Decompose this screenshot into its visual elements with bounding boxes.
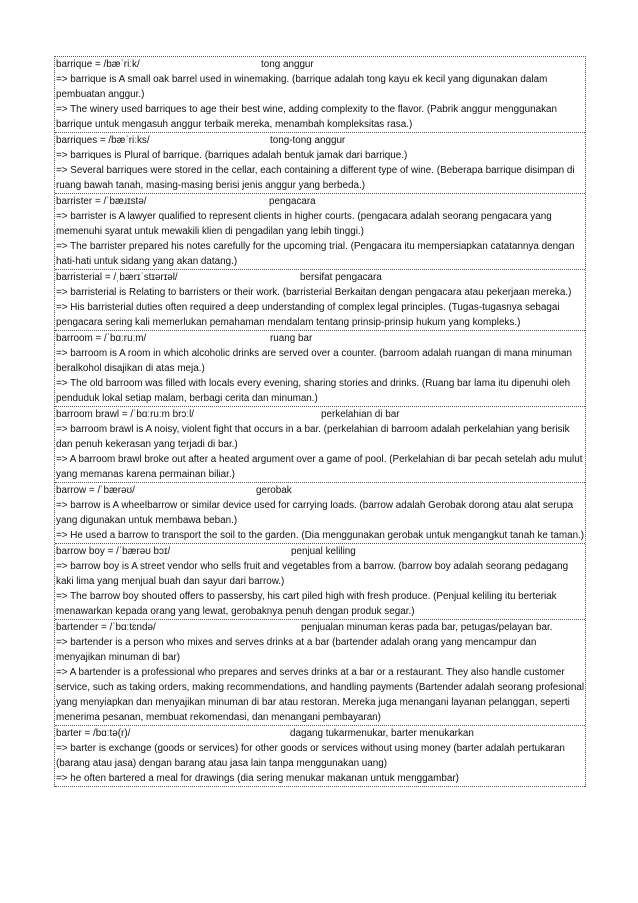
entry-headline [56,331,585,346]
entry-meaning: ruang bar [270,333,313,344]
definition-line: => barroom is A room in which alcoholic drinks are served over a counter. (barroom adalah ruangan di mana minuman beralkohol disajikan di atas meja.) [56,348,572,374]
entry-headline [56,544,585,559]
entry-headline [56,620,585,635]
entry-headline [56,194,585,209]
entry-term: barristerial = /ˌbærɪˈstɪərɪəl/ [56,272,178,283]
entry-meaning: tong anggur [261,59,314,70]
entry-term: barrow boy = /ˈbærəʊ bɔɪ/ [56,546,171,557]
entry-term: barrow = /ˈbærəʊ/ [56,485,135,496]
entry-barrister [55,194,585,270]
entry-meaning: dagang tukarmenukar, barter menukarkan [290,728,474,739]
definition-line: => barrique is A small oak barrel used in winemaking. (barrique adalah tong kayu ek kecil yang digunakan dalam pembuatan anggur.) [56,74,548,100]
example-line: => The old barroom was filled with locals every evening, sharing stories and drinks. (Ruang bar lama itu dipenuhi oleh penduduk lokal setiap malam, berbagi cerita dan minuman.) [56,378,571,404]
entry-meaning: tong-tong anggur [270,135,346,146]
example-line: => The winery used barriques to age their best wine, adding complexity to the flavor. (Pabrik anggur menggunakan barrique untuk mengasuh anggur terbaik mereka, menambah kompleksitas rasa.) [56,104,557,130]
entry-term: barrister = /ˈbæɹɪstə/ [56,196,147,207]
definition-line: => barrow is A wheelbarrow or similar device used for carrying loads. (barrow adalah Gerobak dorong atau alat serupa yang digunakan untuk membawa beban.) [56,500,574,526]
entry-term: barriques = /bæˈriːks/ [56,135,150,146]
definition-line: => barrow boy is A street vendor who sells fruit and vegetables from a barrow. (barrow boy adalah seorang pedagang kaki lima yang menjual buah dan sayur dari barrow.) [56,561,569,587]
example-line: => His barristerial duties often required a deep understanding of complex legal principles. (Tugas-tugasnya sebagai pengacara sering kali memerlukan pemahaman mendalam tentang prinsip-prinsip hukum yang kompleks.) [56,302,560,328]
definition-line: => bartender is a person who mixes and serves drinks at a bar (bartender adalah orang yang mencampur dan menyajikan minuman di bar) [56,637,537,663]
entry-barrow [55,483,585,544]
entry-term: barter = /bɑːtə(r)/ [56,728,131,739]
entry-headline [56,270,585,285]
entry-barroom-brawl [55,407,585,483]
entry-meaning: bersifat pengacara [300,272,382,283]
example-line: => A bartender is a professional who prepares and serves drinks at a bar or a restaurant. They also handle customer service, such as taking orders, making recommendations, and handling payments (Bartender adalah seorang profesional yang menyiapkan dan menyajikan minuman di bar atau restoran. Mereka juga menangani layanan pelanggan, seperti menerima pesanan, membuat rekomendasi, dan menangani pembayaran) [56,667,585,723]
entry-meaning: pengacara [269,196,316,207]
example-line: => Several barriques were stored in the cellar, each containing a different type of wine. (Beberapa barrique disimpan di ruang bawah tanah, masing-masing berisi jenis anggur yang berbeda.) [56,165,575,191]
entry-meaning: gerobak [256,485,292,496]
entry-term: bartender = /ˈbɑːtɛndə/ [56,622,156,633]
entry-bartender [55,620,585,726]
entry-meaning: penjualan minuman keras pada bar, petugas/pelayan bar. [301,622,553,633]
entry-barroom [55,331,585,407]
example-line: => The barrow boy shouted offers to passersby, his cart piled high with fresh produce. (Penjual keliling itu berteriak menawarkan kepada orang yang lewat, gerobaknya penuh dengan produk segar.) [56,591,557,617]
entry-meaning: perkelahian di bar [321,409,400,420]
definition-line: => barter is exchange (goods or services) for other goods or services without using money (barter adalah pertukaran (barang atau jasa) dengan barang atau jasa lain tanpa menggunakan uang) [56,743,565,769]
entry-headline [56,133,585,148]
entry-barter [55,726,585,787]
entry-meaning: penjual keliling [291,546,356,557]
definition-line: => barristerial is Relating to barristers or their work. (barristerial Berkaitan dengan pengacara atau pekerjaan mereka.) [56,287,572,298]
entry-headline [56,57,585,72]
entry-barrique [55,57,585,133]
definition-line: => barrister is A lawyer qualified to represent clients in higher courts. (pengacara adalah seorang pengacara yang memenuhi syarat untuk mewakili klien di pengadilan yang lebih tinggi.) [56,211,552,237]
entry-term: barroom = /ˈbɑːruːm/ [56,333,147,344]
entry-barrow-boy [55,544,585,620]
entry-headline [56,726,585,741]
example-line: => The barrister prepared his notes carefully for the upcoming trial. (Pengacara itu mempersiapkan catatannya dengan hati-hati untuk sidang yang akan datang.) [56,241,575,267]
entry-barristerial [55,270,585,331]
entry-term: barroom brawl = /ˈbɑːruːm brɔːl/ [56,409,195,420]
entry-headline [56,483,585,498]
entry-headline [56,407,585,422]
vocabulary-sheet [54,56,586,787]
entry-term: barrique = /bæˈriːk/ [56,59,140,70]
entry-barriques [55,133,585,194]
definition-line: => barroom brawl is A noisy, violent fight that occurs in a bar. (perkelahian di barroom adalah perkelahian yang berisik dan penuh kekerasan yang terjadi di bar.) [56,424,570,450]
example-line: => A barroom brawl broke out after a heated argument over a game of pool. (Perkelahian di bar pecah setelah adu mulut yang memanas karena permainan biliar.) [56,454,583,480]
definition-line: => barriques is Plural of barrique. (barriques adalah bentuk jamak dari barrique.) [56,150,408,161]
example-line: => he often bartered a meal for drawings (dia sering menukar makanan untuk menggambar) [56,773,459,784]
example-line: => He used a barrow to transport the soil to the garden. (Dia menggunakan gerobak untuk mengangkut tanah ke taman.) [56,530,585,541]
